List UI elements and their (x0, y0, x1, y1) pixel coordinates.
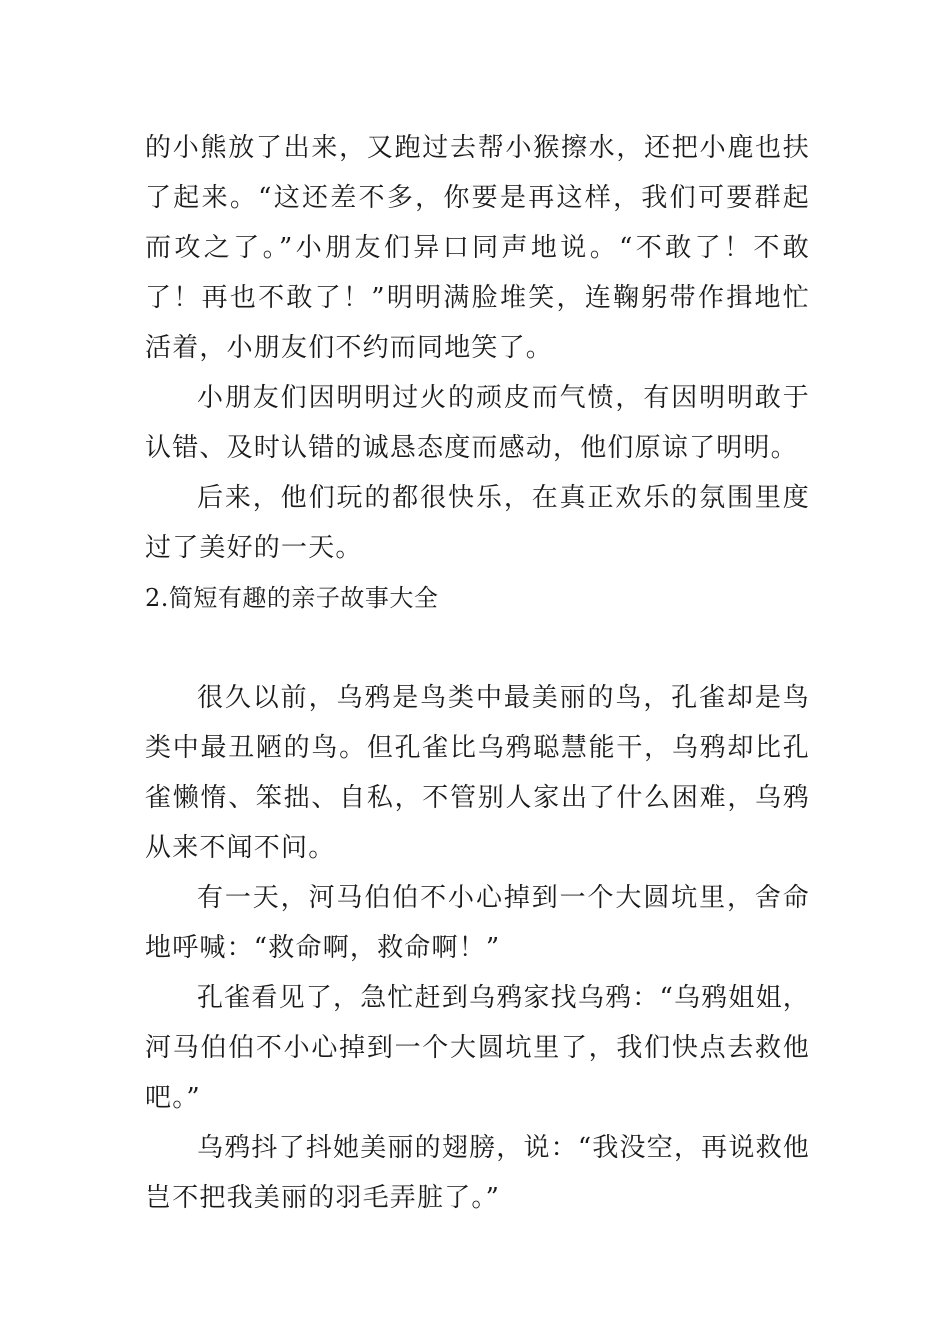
paragraph-6: 孔雀看见了，急忙赶到乌鸦家找乌鸦：“乌鸦姐姐，河马伯伯不小心掉到一个大圆坑里了，我们快点去救他吧。” (145, 983, 810, 1113)
blank-line (145, 623, 810, 673)
section-heading: 2.简短有趣的亲子故事大全 (145, 584, 439, 612)
document-body (145, 123, 810, 1223)
paragraph-3: 后来，他们玩的都很快乐，在真正欢乐的氛围里度过了美好的一天。 (145, 483, 810, 563)
paragraph-7: 乌鸦抖了抖她美丽的翅膀，说：“我没空，再说救他岂不把我美丽的羽毛弄脏了。” (145, 1133, 810, 1213)
paragraph-4: 很久以前，乌鸦是鸟类中最美丽的鸟，孔雀却是鸟类中最丑陋的鸟。但孔雀比乌鸦聪慧能干，乌鸦却比孔雀懒惰、笨拙、自私，不管别人家出了什么困难，乌鸦从来不闻不问。 (145, 683, 810, 863)
paragraph-2: 小朋友们因明明过火的顽皮而气愤，有因明明敢于认错、及时认错的诚恳态度而感动，他们原谅了明明。 (145, 383, 810, 463)
paragraph-1: 的小熊放了出来，又跑过去帮小猴擦水，还把小鹿也扶了起来。“这还差不多，你要是再这样，我们可要群起而攻之了。”小朋友们异口同声地说。“不敢了！不敢了！再也不敢了！”明明满脸堆笑，连鞠躬带作揖地忙活着，小朋友们不约而同地笑了。 (145, 133, 810, 363)
paragraph-5: 有一天，河马伯伯不小心掉到一个大圆坑里，舍命地呼喊：“救命啊，救命啊！” (145, 883, 810, 963)
